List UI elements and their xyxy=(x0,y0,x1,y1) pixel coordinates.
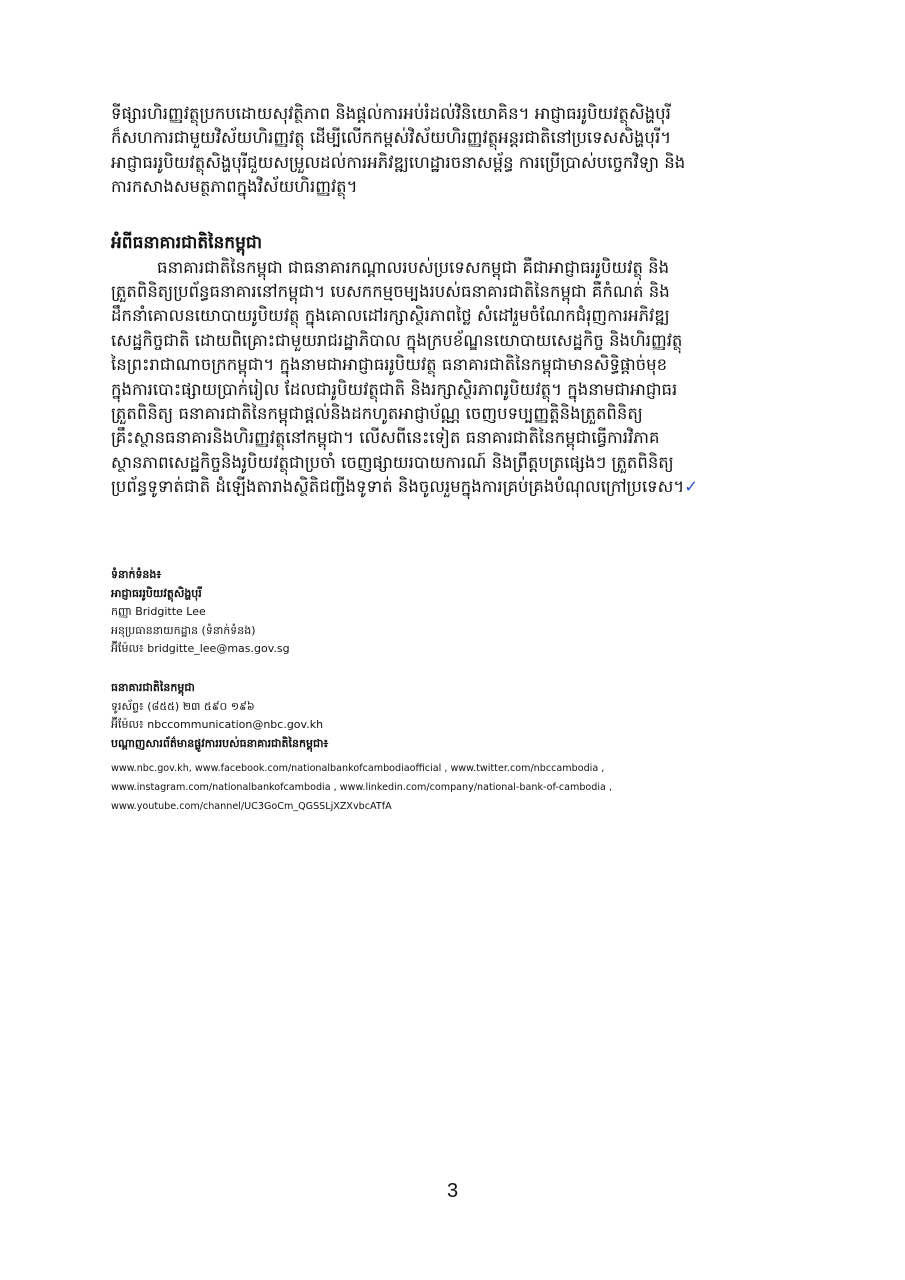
contact-title: អនុប្រធាននាយកដ្ឋាន (ទំនាក់ទំនង) xyxy=(111,623,256,637)
link-line[interactable]: www.youtube.com/channel/UC3GoCm_QGSSLjXZXvbcATfA xyxy=(111,801,392,812)
intro-line: អាជ្ញាធររូបិយវត្ថុសិង្ហបុរីជួយសម្រួលដល់ការអភិវឌ្ឍហេដ្ឋារចនាសម្ព័ន្ធ ការប្រើប្រាស់បច្ចេកវិទ្យា និង xyxy=(111,152,686,172)
nbc-phone: ទូរស័ព្ទ៖ (៨៥៥) ២៣ ៥៩០ ១៩៦ xyxy=(111,699,255,713)
main-content xyxy=(111,102,797,500)
about-line: ដឹកនាំគោលនយោបាយរូបិយវត្ថុ ក្នុងគោលដៅរក្សាស្ថិរភាពថ្លៃ សំដៅរួមចំណែកជំរុញការអភិវឌ្ឍ xyxy=(111,306,670,326)
link-line[interactable]: www.instagram.com/nationalbankofcambodia , www.linkedin.com/company/national-bank-of-cambodia , xyxy=(111,782,613,793)
intro-line: ទីផ្សារហិរញ្ញវត្ថុប្រកបដោយសុវត្ថិភាព និងផ្តល់ការអប់រំដល់វិនិយោគិន។ អាជ្ញាធររូបិយវត្ថុសិង្ហបុរី xyxy=(111,104,671,123)
about-line: ក្នុងការបោះផ្សាយប្រាក់រៀល ដែលជារូបិយវត្ថុជាតិ និងរក្សាស្ថិរភាពរូបិយវត្ថុ។ ក្នុងនាមជាអាជ្ញាធរ xyxy=(111,379,678,399)
nbc-email[interactable]: អ៊ីម៉ែល៖ nbccommunication@nbc.gov.kh xyxy=(111,718,324,731)
about-line: សេដ្ឋកិច្ចជាតិ ដោយពិគ្រោះជាមួយរាជរដ្ឋាភិបាល ក្នុងក្របខ័ណ្ឌនយោបាយសេដ្ឋកិច្ច និងហិរញ្ញវត្ថុ xyxy=(111,330,683,350)
contact-block xyxy=(111,566,811,659)
links-block xyxy=(111,759,811,816)
about-paragraph xyxy=(111,256,797,500)
check-mark-icon: ✓ xyxy=(684,477,699,497)
about-heading: អំពីធនាគារជាតិនៃកម្ពុជា xyxy=(111,232,263,253)
intro-line: ការកសាងសមត្ថភាពក្នុងវិស័យហិរញ្ញវត្ថុ។ xyxy=(111,177,358,197)
intro-paragraph xyxy=(111,102,797,200)
page-number: 3 xyxy=(446,1180,459,1202)
contact-heading: ទំនាក់ទំនង៖ xyxy=(111,568,162,581)
about-line: ត្រួតពិនិត្យប្រព័ន្ធធនាគារនៅកម្ពុជា។ បេសកកម្មចម្បងរបស់ធនាគារជាតិនៃកម្ពុជា គឺកំណត់ និង xyxy=(111,282,670,302)
about-line xyxy=(111,475,797,499)
nbc-contact-block xyxy=(111,679,811,753)
contact-org: អាជ្ញាធររូបិយវត្ថុសិង្ហបុរី xyxy=(111,586,202,600)
intro-line: ក៏សហការជាមួយវិស័យហិរញ្ញវត្ថុ ដើម្បីលើកកម្ពស់វិស័យហិរញ្ញវត្ថុអន្តរជាតិនៅប្រទេសសិង្ហបុរី។ xyxy=(111,128,672,148)
nbc-channels-label: បណ្តាញសារព័ត៌មានផ្លូវការរបស់ធនាគារជាតិនៃកម្ពុជា៖ xyxy=(111,736,329,750)
about-line: នៃព្រះរាជាណាចក្រកម្ពុជា។ ក្នុងនាមជាអាជ្ញាធររូបិយវត្ថុ ធនាគារជាតិនៃកម្ពុជាមានសិទ្ធិផ្តាច់មុខ xyxy=(111,355,668,375)
about-line: ធនាគារជាតិនៃកម្ពុជា ជាធនាគារកណ្តាលរបស់ប្រទេសកម្ពុជា គឺជាអាជ្ញាធររូបិយវត្ថុ និង xyxy=(157,257,670,277)
link-line[interactable]: www.nbc.gov.kh, www.facebook.com/nationalbankofcambodiaofficial , www.twitter.com/nbccambodia , xyxy=(111,763,605,774)
about-line: ត្រួតពិនិត្យ ធនាគារជាតិនៃកម្ពុជាផ្តល់និងដកហូតអាជ្ញាប័ណ្ណ ចេញបទប្បញ្ញត្តិនិងត្រួតពិនិត្យ xyxy=(111,404,643,424)
contact-email[interactable]: អ៊ីម៉ែល៖ bridgitte_lee@mas.gov.sg xyxy=(111,642,290,655)
about-last-line-text: ប្រព័ន្ធទូទាត់ជាតិ ដំឡើងតារាងស្ថិតិជញ្ជីងទូទាត់ និងចូលរួមក្នុងការគ្រប់គ្រងបំណុលក្រៅប្រទេស។ xyxy=(111,477,685,497)
contact-name: កញ្ញា Bridgitte Lee xyxy=(111,605,206,618)
about-line: ស្ថានភាពសេដ្ឋកិច្ចនិងរូបិយវត្ថុជាប្រចាំ ចេញផ្សាយរបាយការណ៍ និងព្រឹត្តបត្រផ្សេងៗ ត្រួតពិនិត្យ xyxy=(111,452,674,472)
about-line: គ្រឹះស្ថានធនាគារនិងហិរញ្ញវត្ថុនៅកម្ពុជា។ លើសពីនេះទៀត ធនាគារជាតិនៃកម្ពុជាធ្វើការវិភាគ xyxy=(111,428,660,448)
nbc-org: ធនាគារជាតិនៃកម្ពុជា xyxy=(111,681,195,694)
